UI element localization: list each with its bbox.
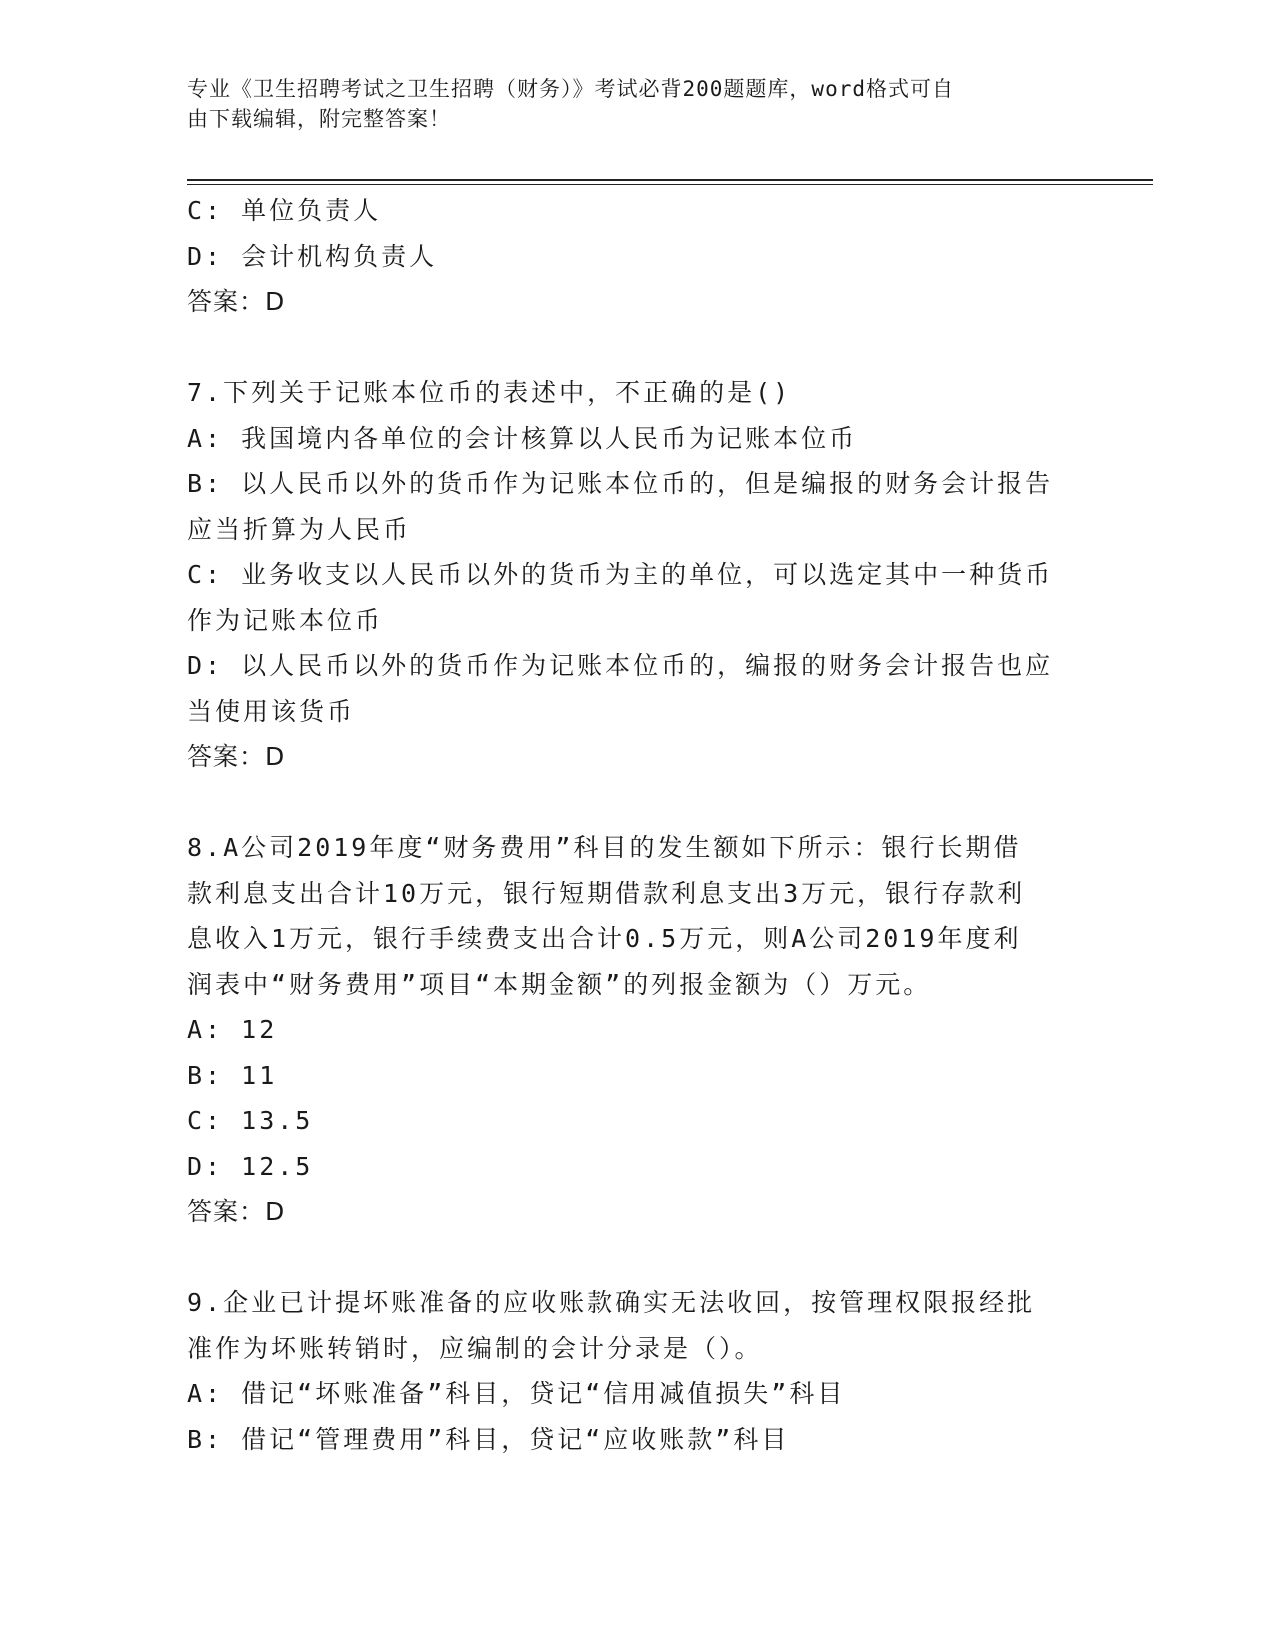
question-6-tail (187, 188, 1087, 325)
option-c: C: 业务收支以人民币以外的货币为主的单位，可以选定其中一种货币 (187, 560, 1054, 589)
document-header (187, 74, 1067, 134)
question-stem: 9.企业已计提坏账准备的应收账款确实无法收回，按管理权限报经批 (187, 1288, 1036, 1317)
header-line-2: 由下载编辑，附完整答案！ (187, 107, 451, 131)
option-c: C: 13.5 (187, 1106, 314, 1135)
answer-line: 答案：D (187, 287, 286, 316)
answer-line: 答案：D (187, 742, 286, 771)
question-stem-continued: 息收入1万元，银行手续费支出合计0.5万元，则A公司2019年度利 (187, 924, 1022, 953)
option-b: B: 借记“管理费用”科目，贷记“应收账款”科目 (187, 1424, 790, 1454)
option-d-continued: 当使用该货币 (187, 696, 356, 726)
spacer (187, 780, 1087, 826)
spacer (187, 325, 1087, 371)
option-a: A: 我国境内各单位的会计核算以人民币为记账本位币 (187, 423, 858, 453)
option-b: B: 以人民币以外的货币作为记账本位币的，但是编报的财务会计报告 (187, 469, 1054, 498)
option-a: A: 12 (187, 1015, 278, 1044)
option-d: D: 以人民币以外的货币作为记账本位币的，编报的财务会计报告也应 (187, 651, 1054, 680)
question-stem-continued: 润表中“财务费用”项目“本期金额”的列报金额为（）万元。 (187, 969, 932, 999)
question-8 (187, 825, 1087, 1235)
question-stem: 7.下列关于记账本位币的表述中，不正确的是() (187, 378, 792, 407)
option-c: C: 单位负责人 (187, 196, 382, 225)
question-stem: 8.A公司2019年度“财务费用”科目的发生额如下所示：银行长期借 (187, 833, 1022, 862)
option-d: D: 会计机构负责人 (187, 241, 438, 271)
question-stem-continued: 款利息支出合计10万元，银行短期借款利息支出3万元，银行存款利 (187, 878, 1026, 908)
option-b-continued: 应当折算为人民币 (187, 514, 412, 544)
answer-line: 答案：D (187, 1197, 286, 1226)
option-b: B: 11 (187, 1060, 278, 1090)
spacer (187, 1235, 1087, 1281)
header-line-1: 专业《卫生招聘考试之卫生招聘（财务）》考试必背200题题库，word格式可自 (187, 77, 954, 101)
header-divider-thick (187, 179, 1153, 181)
option-c-continued: 作为记账本位币 (187, 605, 384, 635)
question-7 (187, 370, 1087, 780)
question-9 (187, 1280, 1087, 1462)
question-content (187, 188, 1087, 1462)
option-d: D: 12.5 (187, 1151, 314, 1181)
option-a: A: 借记“坏账准备”科目，贷记“信用减值损失”科目 (187, 1379, 846, 1408)
question-stem-continued: 准作为坏账转销时，应编制的会计分录是（）。 (187, 1333, 763, 1363)
header-divider-thin (187, 184, 1153, 185)
